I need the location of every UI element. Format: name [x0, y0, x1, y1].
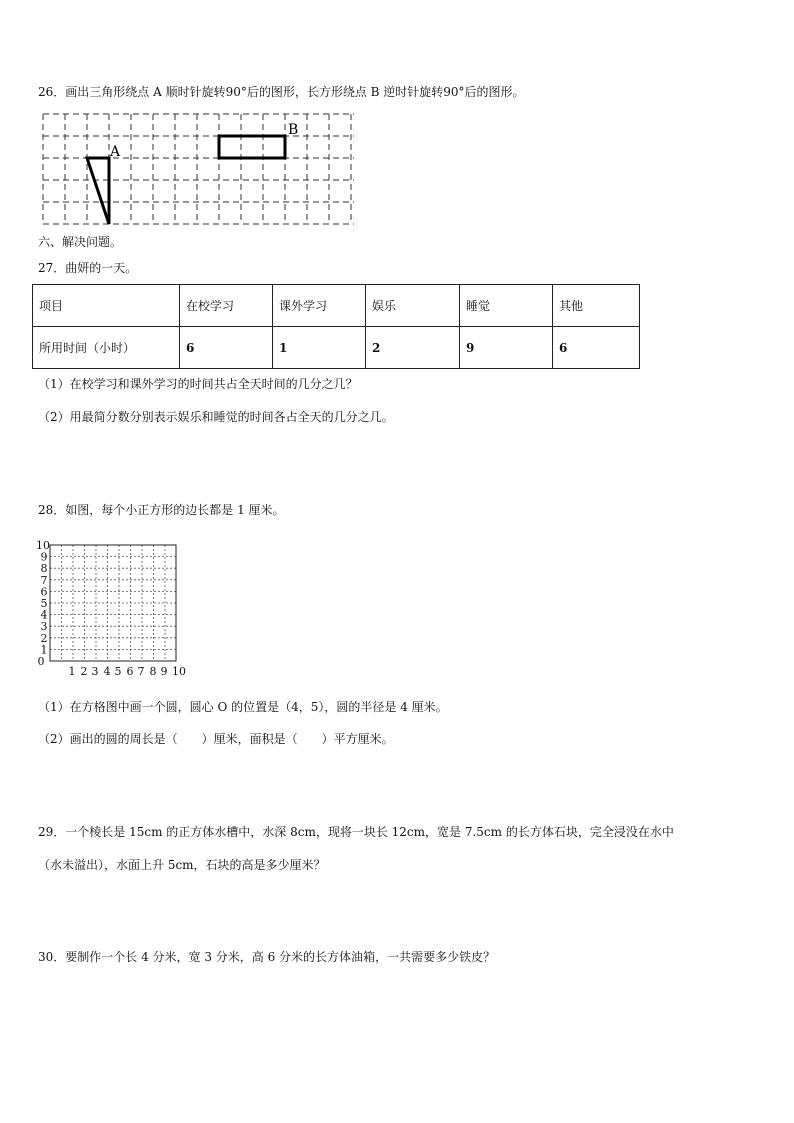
- y-tick-label: 2: [40, 631, 48, 645]
- y-tick-label: 3: [40, 620, 48, 634]
- y-tick-label: 6: [40, 585, 48, 599]
- table-row: [33, 327, 640, 369]
- table-row-label: 所用时间（小时）: [33, 327, 180, 369]
- x-tick-label: 10: [172, 665, 186, 678]
- y-tick-label: 10: [36, 539, 50, 552]
- rectangle-shape: [219, 136, 285, 158]
- y-tick-label: 9: [40, 550, 48, 564]
- table-cell: 6: [180, 327, 273, 369]
- table-header-cell: 睡觉: [460, 285, 553, 327]
- x-tick-label: 4: [103, 665, 111, 678]
- time-table: [32, 284, 640, 369]
- question-30-text: 30．要制作一个长 4 分米，宽 3 分米，高 6 分米的长方体油箱，一共需要多少铁皮？: [38, 950, 496, 964]
- table-cell: 9: [460, 327, 553, 369]
- table-cell: 1: [273, 327, 366, 369]
- table-header-row: [33, 285, 640, 327]
- question-28-title: 28．如图，每个小正方形的边长都是 1 厘米。: [38, 503, 285, 517]
- table-cell: 6: [553, 327, 640, 369]
- table-header-cell: 娱乐: [366, 285, 460, 327]
- y-tick-label: 1: [40, 643, 48, 657]
- y-tick-label: 8: [40, 562, 48, 576]
- table-header-cell: 在校学习: [180, 285, 273, 327]
- question-28-sub2: （2）画出的圆的周长是（ ）厘米，面积是（ ）平方厘米。: [38, 732, 394, 746]
- table-header-cell: 课外学习: [273, 285, 366, 327]
- y-tick-label: 7: [40, 573, 48, 587]
- y-tick-label: 4: [40, 608, 48, 622]
- question-29-line1: 29．一个棱长是 15cm 的正方体水槽中，水深 8cm，现将一块长 12cm，宽是 7.5cm 的长方体石块，完全浸没在水中: [38, 825, 674, 839]
- x-tick-label: 8: [149, 665, 157, 678]
- x-tick-label: 3: [91, 665, 99, 678]
- question-29-line2: （水未溢出），水面上升 5cm，石块的高是多少厘米？: [38, 858, 326, 872]
- x-tick-label: 9: [160, 665, 168, 678]
- section-6-title: 六、解决问题。: [38, 235, 123, 249]
- table-cell: 2: [366, 327, 460, 369]
- x-tick-label: 2: [80, 665, 88, 678]
- question-26-text: 26．画出三角形绕点 A 顺时针旋转90°后的图形，长方形绕点 B 逆时针旋转90°后的图形。: [38, 85, 525, 99]
- y-tick-label: 5: [40, 597, 48, 610]
- x-tick-label: 5: [114, 665, 122, 678]
- point-a-label: A: [110, 144, 121, 160]
- table-header-cell: 项目: [33, 285, 180, 327]
- question-27-sub2: （2）用最简分数分别表示娱乐和睡觉的时间各占全天的几分之几。: [38, 410, 394, 424]
- point-b-label: B: [288, 122, 299, 138]
- question-28-sub1: （1）在方格图中画一个圆，圆心 O 的位置是（4，5），圆的半径是 4 厘米。: [38, 700, 448, 714]
- y-tick-label: 0: [37, 655, 45, 668]
- question-27-sub1: （1）在校学习和课外学习的时间共占全天时间的几分之几？: [38, 377, 358, 391]
- rotation-grid-figure: [40, 112, 360, 228]
- question-27-title: 27．曲妍的一天。: [38, 261, 138, 275]
- x-tick-label: 7: [137, 665, 145, 678]
- x-tick-label: 6: [126, 665, 134, 678]
- x-tick-label: 1: [68, 665, 76, 678]
- triangle-shape: [87, 158, 109, 224]
- coordinate-grid-figure: [34, 536, 194, 680]
- table-header-cell: 其他: [553, 285, 640, 327]
